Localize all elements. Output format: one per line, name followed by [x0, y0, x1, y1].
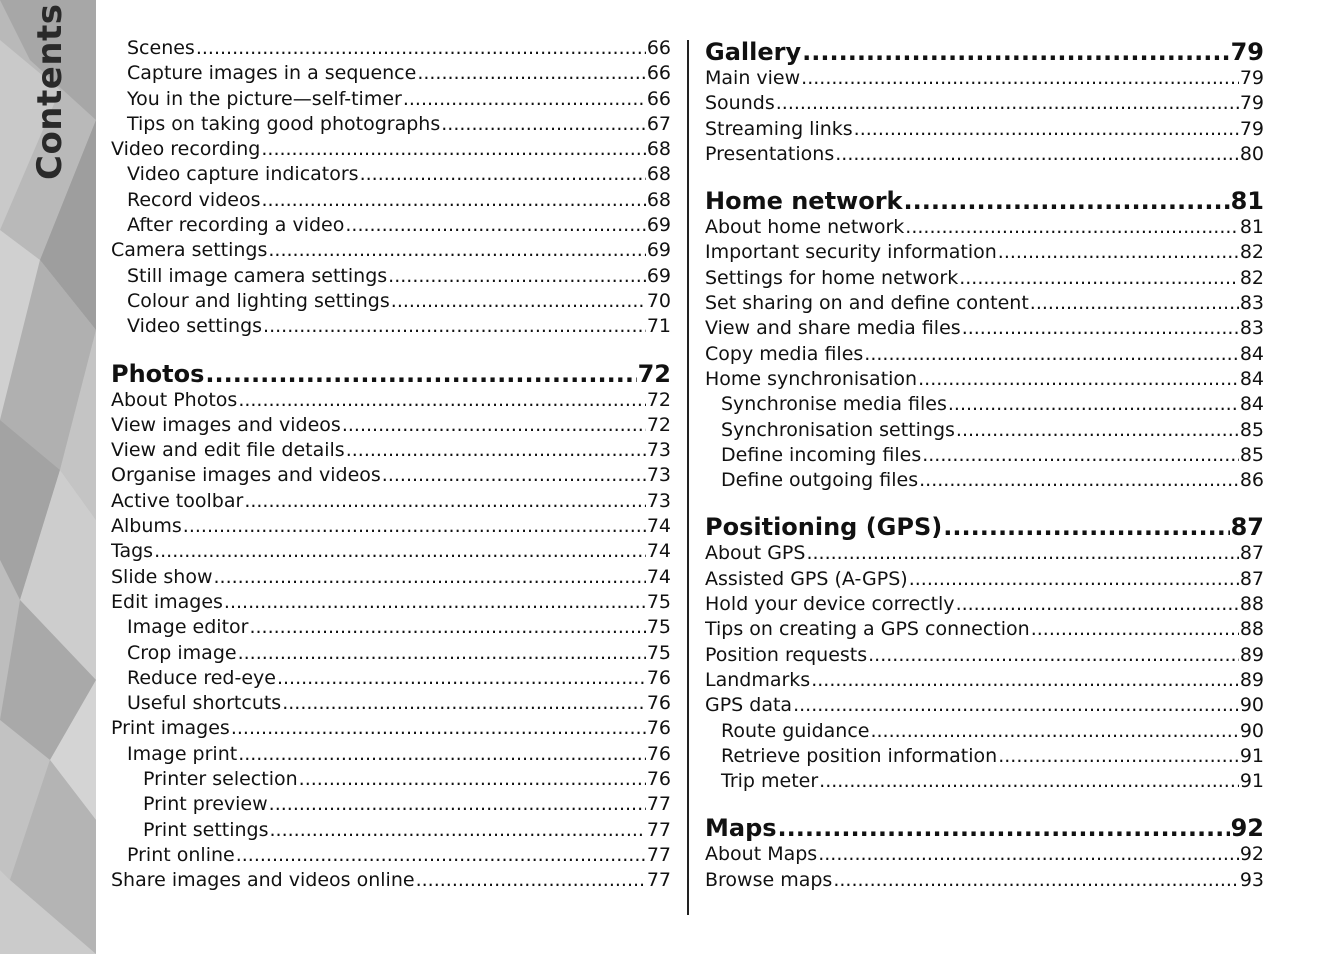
toc-page-number: 72: [646, 413, 671, 436]
toc-page-number: 74: [646, 565, 671, 588]
toc-entry-title: Video settings: [127, 315, 263, 338]
toc-entry-title: Organise images and videos: [111, 464, 381, 487]
dot-leader: [269, 792, 646, 817]
dot-leader: [819, 769, 1239, 794]
toc-entry-video-recording[interactable]: [111, 137, 671, 162]
toc-page-number: 69: [646, 239, 671, 262]
toc-page-number: 72: [637, 359, 671, 388]
toc-page-number: 79: [1239, 117, 1264, 140]
dot-leader: [249, 615, 645, 640]
toc-entry-title: Settings for home network: [705, 266, 959, 289]
toc-entry-title: Slide show: [111, 565, 213, 588]
toc-page-number: 79: [1239, 92, 1264, 115]
toc-page-number: 87: [1239, 542, 1264, 565]
toc-entry-title: Capture images in a sequence: [127, 62, 417, 85]
toc-entry-tags[interactable]: [111, 539, 671, 564]
toc-page-number: 73: [646, 489, 671, 512]
toc-entry-about-photos[interactable]: [111, 388, 671, 413]
toc-page-number: 90: [1239, 694, 1264, 717]
toc-page-number: 84: [1239, 367, 1264, 390]
toc-page-number: 72: [646, 388, 671, 411]
toc-page-number: 79: [1239, 67, 1264, 89]
toc-page-number: 76: [646, 692, 671, 715]
toc-entry-title: Home synchronisation: [705, 367, 918, 390]
dot-leader: [417, 61, 646, 86]
toc-entry-slide-show[interactable]: [111, 565, 671, 590]
dot-leader: [919, 468, 1239, 493]
dot-leader: [342, 413, 646, 438]
toc-page-number: 86: [1239, 469, 1264, 492]
toc-page-number: 77: [646, 793, 671, 816]
toc-entry-title: Print preview: [143, 793, 268, 816]
toc-entry-define-incoming-files[interactable]: [705, 443, 1264, 468]
dot-leader: [956, 592, 1239, 617]
toc-entry-title: Presentations: [705, 142, 835, 165]
toc-entry-title: Position requests: [705, 643, 868, 666]
toc-page-number: 75: [646, 616, 671, 639]
toc-entry-title: Streaming links: [705, 117, 853, 140]
toc-entry-print-preview[interactable]: [111, 792, 671, 817]
toc-entry-albums[interactable]: [111, 514, 671, 539]
toc-entry-title: Copy media files: [705, 342, 864, 365]
toc-entry-browse-maps[interactable]: [705, 868, 1264, 893]
toc-entry-title: GPS data: [705, 694, 793, 717]
toc-entry-share-images-and-videos-online[interactable]: [111, 868, 671, 893]
toc-entry-title: Define outgoing files: [721, 469, 919, 492]
dot-leader: [214, 565, 646, 590]
toc-entry-hold-your-device-correctly[interactable]: [705, 592, 1264, 617]
dot-leader: [205, 360, 636, 388]
dot-leader: [962, 316, 1239, 341]
dot-leader: [403, 87, 646, 112]
toc-entry-title: Crop image: [127, 641, 237, 664]
dot-leader: [299, 767, 646, 792]
dot-leader: [416, 868, 646, 893]
toc-page-number: 91: [1239, 770, 1264, 793]
toc-page-number: 85: [1239, 443, 1264, 466]
toc-entry-copy-media-files[interactable]: [705, 342, 1264, 367]
toc-entry-home-synchronisation[interactable]: [705, 367, 1264, 392]
dot-leader: [196, 36, 646, 61]
toc-entry-title: Share images and videos online: [111, 869, 415, 892]
toc-entry-title: Retrieve position information: [721, 744, 998, 767]
toc-entry-title: Browse maps: [705, 868, 833, 891]
toc-entry-reduce-red-eye[interactable]: [111, 666, 671, 691]
dot-leader: [778, 814, 1230, 842]
toc-page-number: 76: [646, 768, 671, 791]
toc-entry-title: Set sharing on and define content: [705, 292, 1029, 315]
toc-entry-image-print[interactable]: [111, 742, 671, 767]
toc-page-number: 69: [646, 264, 671, 287]
toc-page-number: 66: [646, 87, 671, 110]
toc-entry-scenes[interactable]: [111, 36, 671, 61]
toc-entry-title: Important security information: [705, 241, 997, 264]
toc-entry-trip-meter[interactable]: [705, 769, 1264, 794]
toc-entry-title: Tips on creating a GPS connection: [705, 618, 1030, 641]
dot-leader: [959, 266, 1239, 291]
toc-page-number: 75: [646, 641, 671, 664]
toc-page-number: 73: [646, 439, 671, 462]
decorative-side-strip: [0, 0, 96, 954]
toc-entry-tips-on-creating-a-gps-connection[interactable]: [705, 617, 1264, 642]
toc-page-number: 89: [1239, 643, 1264, 666]
dot-leader: [244, 489, 646, 514]
toc-page-number: 77: [646, 818, 671, 841]
toc-entry-title: Main view: [705, 67, 801, 89]
dot-leader: [801, 66, 1239, 91]
dot-leader: [1031, 617, 1239, 642]
toc-entry-title: Synchronisation settings: [721, 418, 955, 441]
toc-entry-gps-data[interactable]: [705, 693, 1264, 718]
toc-page-number: 87: [1239, 567, 1264, 590]
toc-page-number: 69: [646, 214, 671, 237]
toc-entry-you-in-the-picture-self-timer[interactable]: [111, 87, 671, 112]
toc-entry-about-gps[interactable]: [705, 541, 1264, 566]
toc-entry-printer-selection[interactable]: [111, 767, 671, 792]
toc-page-number: 77: [646, 869, 671, 892]
dot-leader: [833, 868, 1238, 893]
toc-entry-sounds[interactable]: [705, 91, 1264, 116]
toc-entry-important-security-information[interactable]: [705, 240, 1264, 265]
dot-leader: [998, 240, 1239, 265]
toc-entry-useful-shortcuts[interactable]: [111, 691, 671, 716]
toc-page-number: 83: [1239, 317, 1264, 340]
toc-page-number: 88: [1239, 618, 1264, 641]
toc-entry-colour-and-lighting-settings[interactable]: [111, 289, 671, 314]
toc-entry-title: View and edit file details: [111, 439, 345, 462]
toc-page-number: 90: [1239, 719, 1264, 742]
toc-page-number: 81: [1230, 187, 1264, 216]
toc-entry-define-outgoing-files[interactable]: [705, 468, 1264, 493]
dot-leader: [870, 719, 1238, 744]
dot-leader: [282, 691, 646, 716]
dot-leader: [943, 513, 1229, 541]
toc-entry-tips-on-taking-good-photographs[interactable]: [111, 112, 671, 137]
toc-entry-title: Record videos: [127, 188, 261, 211]
toc-entry-title: Positioning (GPS): [705, 513, 943, 542]
dot-leader: [345, 213, 645, 238]
dot-leader: [905, 215, 1239, 240]
toc-entry-title: After recording a video: [127, 214, 345, 237]
toc-entry-title: Print settings: [143, 818, 269, 841]
dot-leader: [277, 666, 646, 691]
toc-page-number: 82: [1239, 266, 1264, 289]
toc-page-number: 84: [1239, 393, 1264, 416]
dot-leader: [441, 112, 646, 137]
toc-entry-title: Synchronise media files: [721, 393, 947, 416]
toc-entry-title: Useful shortcuts: [127, 692, 282, 715]
toc-entry-title: Print online: [127, 843, 235, 866]
toc-entry-print-settings[interactable]: [111, 818, 671, 843]
toc-entry-title: View and share media files: [705, 317, 961, 340]
dot-leader: [183, 514, 646, 539]
toc-entry-image-editor[interactable]: [111, 615, 671, 640]
toc-page-number: 76: [646, 666, 671, 689]
toc-entry-streaming-links[interactable]: [705, 117, 1264, 142]
toc-entry-title: Trip meter: [721, 770, 819, 793]
toc-section-heading-photos[interactable]: [111, 360, 671, 388]
toc-entry-camera-settings[interactable]: [111, 238, 671, 263]
dot-leader: [1030, 291, 1239, 316]
dot-leader: [793, 693, 1239, 718]
toc-page-number: 75: [646, 590, 671, 613]
dot-leader: [238, 388, 646, 413]
toc-page-number: 68: [646, 138, 671, 161]
toc-entry-title: Printer selection: [143, 768, 298, 791]
toc-entry-title: Video recording: [111, 138, 261, 161]
toc-page-number: 87: [1230, 513, 1264, 542]
toc-page-number: 74: [646, 515, 671, 538]
toc-entry-title: Photos: [111, 359, 205, 388]
toc-entry-title: Active toolbar: [111, 489, 244, 512]
toc-page-number: 82: [1239, 241, 1264, 264]
dot-leader: [263, 314, 646, 339]
toc-entry-title: Define incoming files: [721, 443, 922, 466]
toc-entry-presentations[interactable]: [705, 142, 1264, 167]
dot-leader: [909, 567, 1239, 592]
dot-leader: [776, 91, 1239, 116]
dot-leader: [238, 641, 646, 666]
toc-entry-capture-images-in-a-sequence[interactable]: [111, 61, 671, 86]
dot-leader: [806, 541, 1238, 566]
toc-page-number: 88: [1239, 593, 1264, 616]
toc-entry-view-images-and-videos[interactable]: [111, 413, 671, 438]
toc-entry-organise-images-and-videos[interactable]: [111, 463, 671, 488]
toc-page-number: 92: [1239, 843, 1264, 866]
dot-leader: [238, 742, 646, 767]
toc-entry-title: Route guidance: [721, 719, 870, 742]
toc-entry-title: Image editor: [127, 616, 249, 639]
toc-entry-about-home-network[interactable]: [705, 215, 1264, 240]
toc-entry-title: Camera settings: [111, 239, 268, 262]
toc-section-heading-gallery[interactable]: [705, 38, 1264, 66]
toc-entry-title: Scenes: [127, 37, 195, 59]
toc-entry-title: Video capture indicators: [127, 163, 359, 186]
toc-entry-title: You in the picture—self-timer: [127, 87, 402, 110]
toc-entry-retrieve-position-information[interactable]: [705, 744, 1264, 769]
toc-entry-video-capture-indicators[interactable]: [111, 162, 671, 187]
toc-entry-title: Still image camera settings: [127, 264, 388, 287]
dot-leader: [948, 392, 1239, 417]
toc-entry-view-and-edit-file-details[interactable]: [111, 438, 671, 463]
toc-entry-synchronise-media-files[interactable]: [705, 392, 1264, 417]
dot-leader: [231, 716, 646, 741]
toc-entry-video-settings[interactable]: [111, 314, 671, 339]
dot-leader: [261, 137, 645, 162]
dot-leader: [922, 443, 1239, 468]
toc-entry-title: Print images: [111, 717, 230, 740]
dot-leader: [904, 187, 1230, 215]
dot-leader: [818, 842, 1239, 867]
toc-page-number: 73: [646, 464, 671, 487]
toc-section-heading-positioning-gps[interactable]: [705, 513, 1264, 541]
toc-page-number: 66: [646, 62, 671, 85]
toc-entry-title: Landmarks: [705, 668, 811, 691]
dot-leader: [268, 238, 645, 263]
toc-entry-assisted-gps-a-gps[interactable]: [705, 567, 1264, 592]
toc-page-number: 68: [646, 163, 671, 186]
dot-leader: [811, 668, 1239, 693]
toc-entry-title: About Maps: [705, 843, 818, 866]
toc-entry-main-view[interactable]: [705, 66, 1264, 91]
dot-leader: [346, 438, 646, 463]
toc-entry-title: Gallery: [705, 38, 802, 66]
toc-page-number: 67: [646, 112, 671, 135]
toc-entry-title: Home network: [705, 187, 903, 216]
toc-entry-title: Maps: [705, 814, 777, 843]
toc-entry-title: View images and videos: [111, 413, 341, 436]
toc-entry-title: Reduce red-eye: [127, 666, 276, 689]
dot-leader: [388, 264, 646, 289]
dot-leader: [391, 289, 646, 314]
toc-page-number: 84: [1239, 342, 1264, 365]
toc-entry-title: About Photos: [111, 388, 238, 411]
toc-entry-settings-for-home-network[interactable]: [705, 266, 1264, 291]
toc-page-number: 77: [646, 843, 671, 866]
toc-entry-title: Tags: [111, 540, 154, 563]
toc-entry-title: Tips on taking good photographs: [127, 112, 441, 135]
toc-left-column: [111, 36, 671, 894]
dot-leader: [835, 142, 1239, 167]
toc-page-number: 91: [1239, 744, 1264, 767]
toc-entry-title: About home network: [705, 216, 905, 239]
column-divider: [687, 40, 689, 915]
toc-page-number: 92: [1230, 814, 1264, 843]
toc-entry-active-toolbar[interactable]: [111, 489, 671, 514]
toc-entry-about-maps[interactable]: [705, 842, 1264, 867]
toc-page-number: 79: [1230, 38, 1264, 66]
dot-leader: [956, 418, 1239, 443]
toc-page-number: 66: [646, 37, 671, 59]
dot-leader: [864, 342, 1239, 367]
toc-entry-title: Image print: [127, 742, 238, 765]
toc-page-number: 68: [646, 188, 671, 211]
dot-leader: [802, 38, 1229, 66]
toc-entry-print-online[interactable]: [111, 843, 671, 868]
dot-leader: [224, 590, 646, 615]
toc-page-number: 70: [646, 289, 671, 312]
toc-page-number: 76: [646, 717, 671, 740]
toc-entry-title: Edit images: [111, 590, 223, 613]
dot-leader: [868, 643, 1239, 668]
toc-entry-position-requests[interactable]: [705, 643, 1264, 668]
toc-page-number: 89: [1239, 668, 1264, 691]
toc-page-number: 80: [1239, 142, 1264, 165]
toc-page-number: 71: [646, 315, 671, 338]
toc-section-heading-home-network[interactable]: [705, 187, 1264, 215]
dot-leader: [382, 463, 646, 488]
toc-entry-view-and-share-media-files[interactable]: [705, 316, 1264, 341]
dot-leader: [998, 744, 1239, 769]
toc-page-number: 81: [1239, 216, 1264, 239]
dot-leader: [918, 367, 1239, 392]
sidebar-title: Contents: [30, 3, 70, 180]
dot-leader: [261, 188, 645, 213]
toc-entry-after-recording-a-video[interactable]: [111, 213, 671, 238]
toc-entry-route-guidance[interactable]: [705, 719, 1264, 744]
toc-entry-title: Sounds: [705, 92, 775, 115]
toc-entry-title: Assisted GPS (A-GPS): [705, 567, 908, 590]
toc-entry-synchronisation-settings[interactable]: [705, 418, 1264, 443]
dot-leader: [854, 117, 1239, 142]
toc-entry-still-image-camera-settings[interactable]: [111, 264, 671, 289]
toc-entry-title: Albums: [111, 515, 182, 538]
toc-page-number: 93: [1239, 868, 1264, 891]
toc-entry-edit-images[interactable]: [111, 590, 671, 615]
toc-entry-landmarks[interactable]: [705, 668, 1264, 693]
toc-entry-set-sharing-on-and-define-content[interactable]: [705, 291, 1264, 316]
toc-entry-title: About GPS: [705, 542, 806, 565]
toc-entry-print-images[interactable]: [111, 716, 671, 741]
toc-entry-crop-image[interactable]: [111, 641, 671, 666]
toc-page-number: 83: [1239, 292, 1264, 315]
dot-leader: [236, 843, 646, 868]
toc-entry-record-videos[interactable]: [111, 188, 671, 213]
toc-right-column: [705, 36, 1264, 893]
toc-page-number: 74: [646, 540, 671, 563]
dot-leader: [270, 818, 646, 843]
toc-entry-title: Hold your device correctly: [705, 593, 955, 616]
toc-page-number: 85: [1239, 418, 1264, 441]
dot-leader: [154, 539, 646, 564]
toc-section-heading-maps[interactable]: [705, 814, 1264, 842]
toc-entry-title: Colour and lighting settings: [127, 289, 390, 312]
toc-page-number: 76: [646, 742, 671, 765]
dot-leader: [360, 162, 646, 187]
